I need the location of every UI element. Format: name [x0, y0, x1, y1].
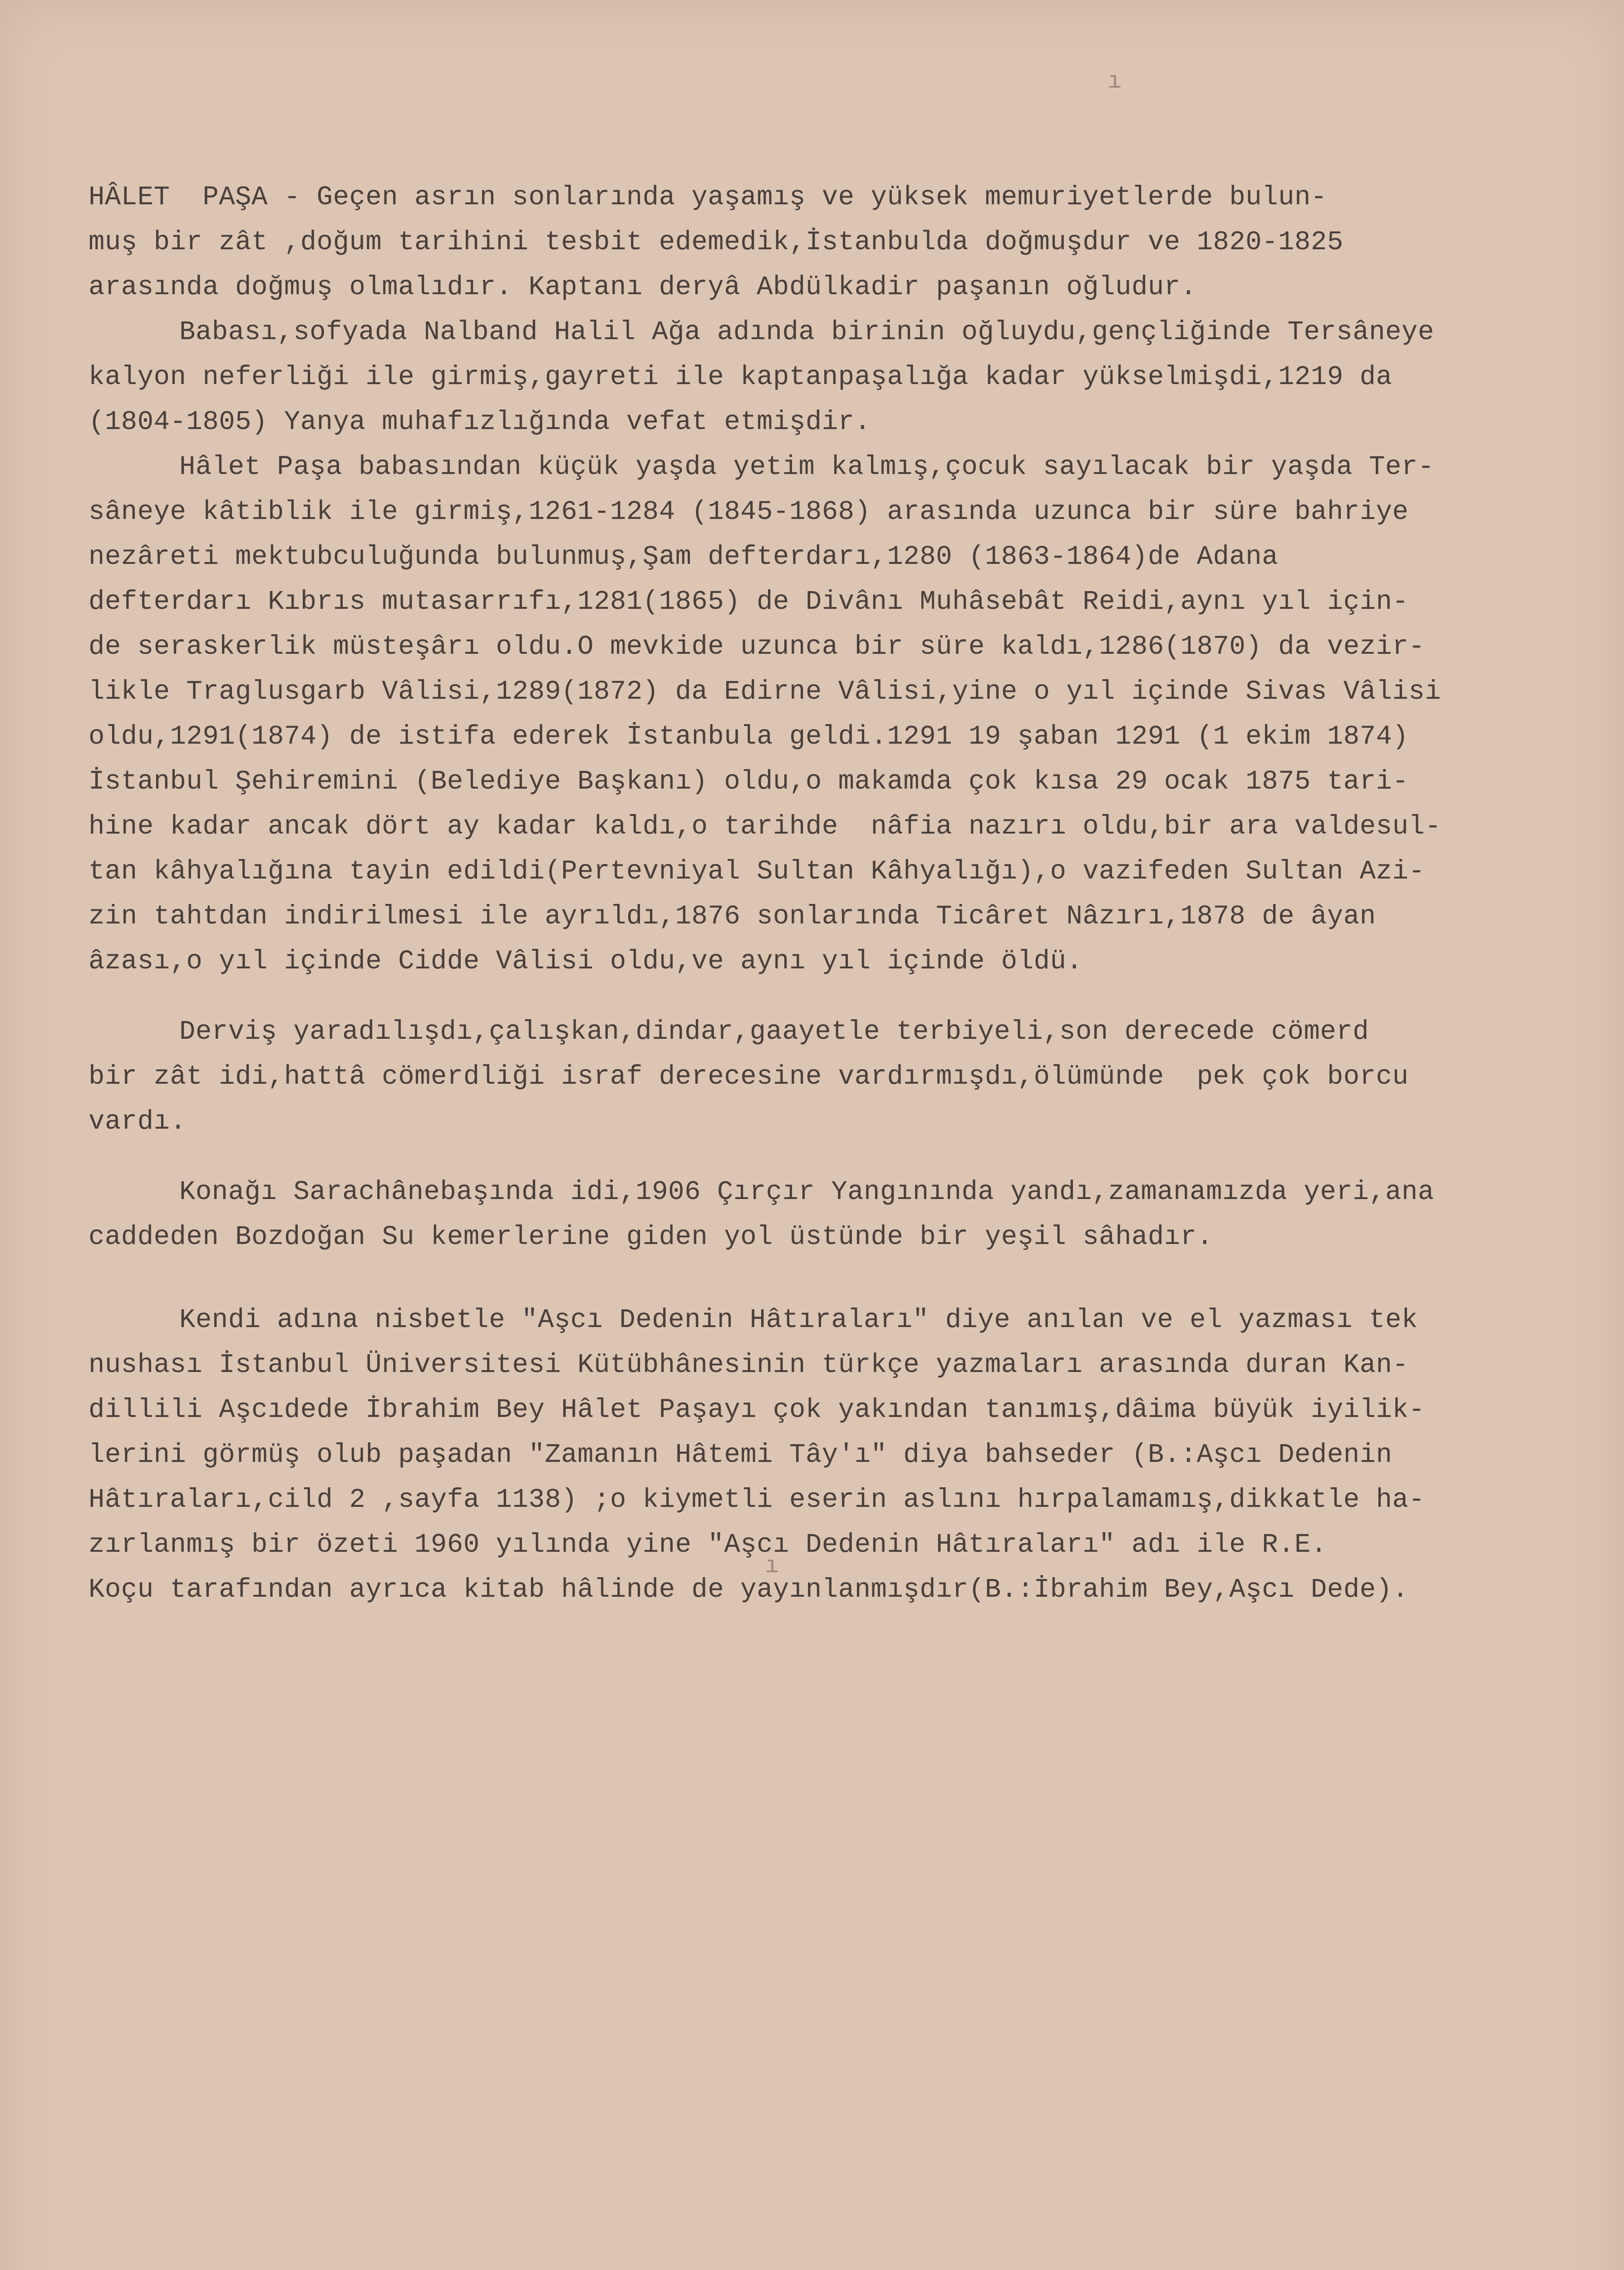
pen-mark: ı: [765, 1553, 779, 1579]
text-line: defterdarı Kıbrıs mutasarrıfı,1281(1865) de Divânı Muhâsebât Reidi,aynı yıl için-: [89, 587, 1409, 617]
text-line: (1804-1805) Yanya muhafızlığında vefat etmişdir.: [89, 407, 871, 437]
text-line: HÂLET PAŞA - Geçen asrın sonlarında yaşamış ve yüksek memuriyetlerde bulun-: [89, 182, 1327, 212]
text-line: hine kadar ancak dört ay kadar kaldı,o tarihde nâfia nazırı oldu,bir ara valdesul-: [89, 811, 1442, 842]
text-line: âzası,o yıl içinde Cidde Vâlisi oldu,ve aynı yıl içinde öldü.: [89, 946, 1083, 977]
paragraph-gap: [89, 984, 1614, 1009]
text-line: zırlanmış bir özeti 1960 yılında yine "Aşcı Dedenin Hâtıraları" adı ile R.E.: [89, 1530, 1327, 1560]
text-line: Koçu tarafından ayrıca kitab hâlinde de yayınlanmışdır(B.:İbrahim Bey,Aşcı Dede).: [89, 1574, 1409, 1605]
text-line: dillili Aşcıdede İbrahim Bey Hâlet Paşayı çok yakından tanımış,dâima büyük iyilik-: [89, 1395, 1425, 1425]
text-line: oldu,1291(1874) de istifa ederek İstanbula geldi.1291 19 şaban 1291 (1 ekim 1874): [89, 721, 1409, 752]
text-line: arasında doğmuş olmalıdır. Kaptanı deryâ Abdülkadir paşanın oğludur.: [89, 272, 1197, 302]
text-line: Babası,sofyada Nalband Halil Ağa adında birinin oğluydu,gençliğinde Tersâneye: [179, 317, 1434, 347]
text-line: Hâlet Paşa babasından küçük yaşda yetim kalmış,çocuk sayılacak bir yaşda Ter-: [179, 452, 1434, 482]
text-line: de seraskerlik müsteşârı oldu.O mevkide uzunca bir süre kaldı,1286(1870) da vezir-: [89, 632, 1425, 662]
text-line: İstanbul Şehiremini (Belediye Başkanı) oldu,o makamda çok kısa 29 ocak 1875 tari-: [89, 766, 1409, 797]
text-line: tan kâhyalığına tayin edildi(Pertevniyal Sultan Kâhyalığı),o vazifeden Sultan Azi-: [89, 856, 1425, 887]
text-line: Hâtıraları,cild 2 ,sayfa 1138) ;o kiymetli eserin aslını hırpalamamış,dikkatle ha-: [89, 1485, 1425, 1515]
text-line: likle Traglusgarb Vâlisi,1289(1872) da Edirne Vâlisi,yine o yıl içinde Sivas Vâlisi: [89, 676, 1442, 707]
text-line: Kendi adına nisbetle "Aşcı Dedenin Hâtıraları" diye anılan ve el yazması tek: [179, 1305, 1418, 1335]
text-line: sâneye kâtiblik ile girmiş,1261-1284 (1845-1868) arasında uzunca bir süre bahriye: [89, 497, 1409, 527]
text-line: Derviş yaradılışdı,çalışkan,dindar,gaayetle terbiyeli,son derecede cömerd: [179, 1017, 1369, 1047]
text-line: bir zât idi,hattâ cömerdliği israf derecesine vardırmışdı,ölümünde pek çok borcu: [89, 1061, 1409, 1092]
text-line: vardı.: [89, 1106, 187, 1137]
text-line: caddeden Bozdoğan Su kemerlerine giden yol üstünde bir yeşil sâhadır.: [89, 1222, 1213, 1252]
paragraph-gap: [89, 1259, 1614, 1298]
text-line: zin tahtdan indirilmesi ile ayrıldı,1876 sonlarında Ticâret Nâzırı,1878 de âyan: [89, 901, 1376, 932]
text-line: kalyon neferliği ile girmiş,gayreti ile kaptanpaşalığa kadar yükselmişdi,1219 da: [89, 362, 1393, 392]
text-line: nezâreti mektubculuğunda bulunmuş,Şam defterdarı,1280 (1863-1864)de Adana: [89, 542, 1279, 572]
text-line: nushası İstanbul Üniversitesi Kütübhânesinin türkçe yazmaları arasında duran Kan-: [89, 1350, 1409, 1380]
text-line: lerini görmüş olub paşadan "Zamanın Hâtemi Tây'ı" diya bahseder (B.:Aşcı Dedenin: [89, 1440, 1393, 1470]
paragraph-gap: [89, 1144, 1614, 1170]
pen-mark: ı: [1107, 68, 1122, 95]
text-line: Konağı Sarachânebaşında idi,1906 Çırçır Yangınında yandı,zamanamızda yeri,ana: [179, 1177, 1434, 1207]
text-line: muş bir zât ,doğum tarihini tesbit edemedik,İstanbulda doğmuşdur ve 1820-1825: [89, 227, 1343, 257]
typewritten-text: [89, 175, 1614, 1612]
